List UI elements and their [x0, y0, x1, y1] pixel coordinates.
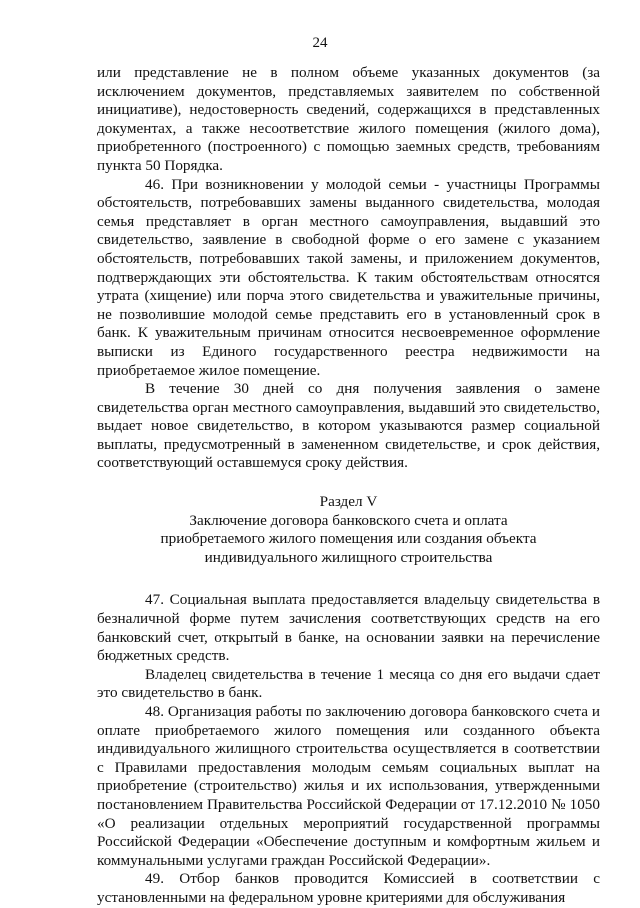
section-title-line-2: приобретаемого жилого помещения или создания объекта [160, 530, 537, 548]
document-body [97, 64, 600, 908]
paragraph-49: 49. Отбор банков проводится Комиссией в соответствии с установленными на федеральном уровне критериями для обслуживания [97, 870, 600, 906]
paragraph-48: 48. Организация работы по заключению договора банковского счета и оплате приобретаемого жилого помещения или созданного объекта индивидуального жилищного строительства осуществляется в соответствии с Правилами предоставления молодым семьям социальных выплат на приобретение (строительство) жилья и их использования, утвержденными постановлением Правительства Российской Федерации от 17.12.2010 № 1050 «О реализации отдельных мероприятий государственной программы Российской Федерации «Обеспечение доступным и комфортным жильем и коммунальными услугами граждан Российской Федерации». [97, 703, 600, 869]
paragraph-46: 46. При возникновении у молодой семьи - участницы Программы обстоятельств, потребовавших замены выданного свидетельства, молодая семья представляет в орган местного самоуправления, выдавший это свидетельство, заявление в свободной форме о его замене с указанием обстоятельств, потребовавших такой замены, и приложением документов, подтверждающих эти обстоятельства. К таким обстоятельствам относятся утрата (хищение) или порча этого свидетельства и уважительные причины, не позволившие молодой семье представить его в установленный срок в банк. К уважительным причинам относится несвоевременное оформление выписки из Единого государственного реестра недвижимости на приобретаемое жилое помещение. [97, 175, 600, 379]
section-number: Раздел V [319, 493, 378, 511]
page-number: 24 [312, 35, 328, 51]
section-title-line-3: индивидуального жилищного строительства [204, 548, 493, 566]
paragraph-46-replacement: В течение 30 дней со дня получения заявления о замене свидетельства орган местного самоуправления, выдавший это свидетельство, выдает новое свидетельство, в котором указываются размер социальной выплаты, предусмотренный в замененном свидетельстве, и срок действия, соответствующий оставшемуся сроку действия. [97, 380, 600, 472]
paragraph-continuation: или представление не в полном объеме указанных документов (за исключением документов, представляемых заявителем по собственной инициативе), недостоверность сведений, содержащихся в представленных документах, а также несоответствие жилого помещения (жилого дома), приобретенного (построенного) с помощью заемных средств, требованиям пункта 50 Порядка. [97, 64, 600, 174]
paragraph-47: 47. Социальная выплата предоставляется владельцу свидетельства в безналичной форме путем зачисления соответствующих средств на его банковский счет, открытый в банке, на основании заявки на перечисление бюджетных средств. [97, 591, 600, 665]
section-heading [97, 493, 600, 567]
paragraph-47-owner: Владелец свидетельства в течение 1 месяца со дня его выдачи сдает это свидетельство в банк. [97, 665, 600, 702]
section-title-line-1: Заключение договора банковского счета и оплата [189, 511, 508, 529]
